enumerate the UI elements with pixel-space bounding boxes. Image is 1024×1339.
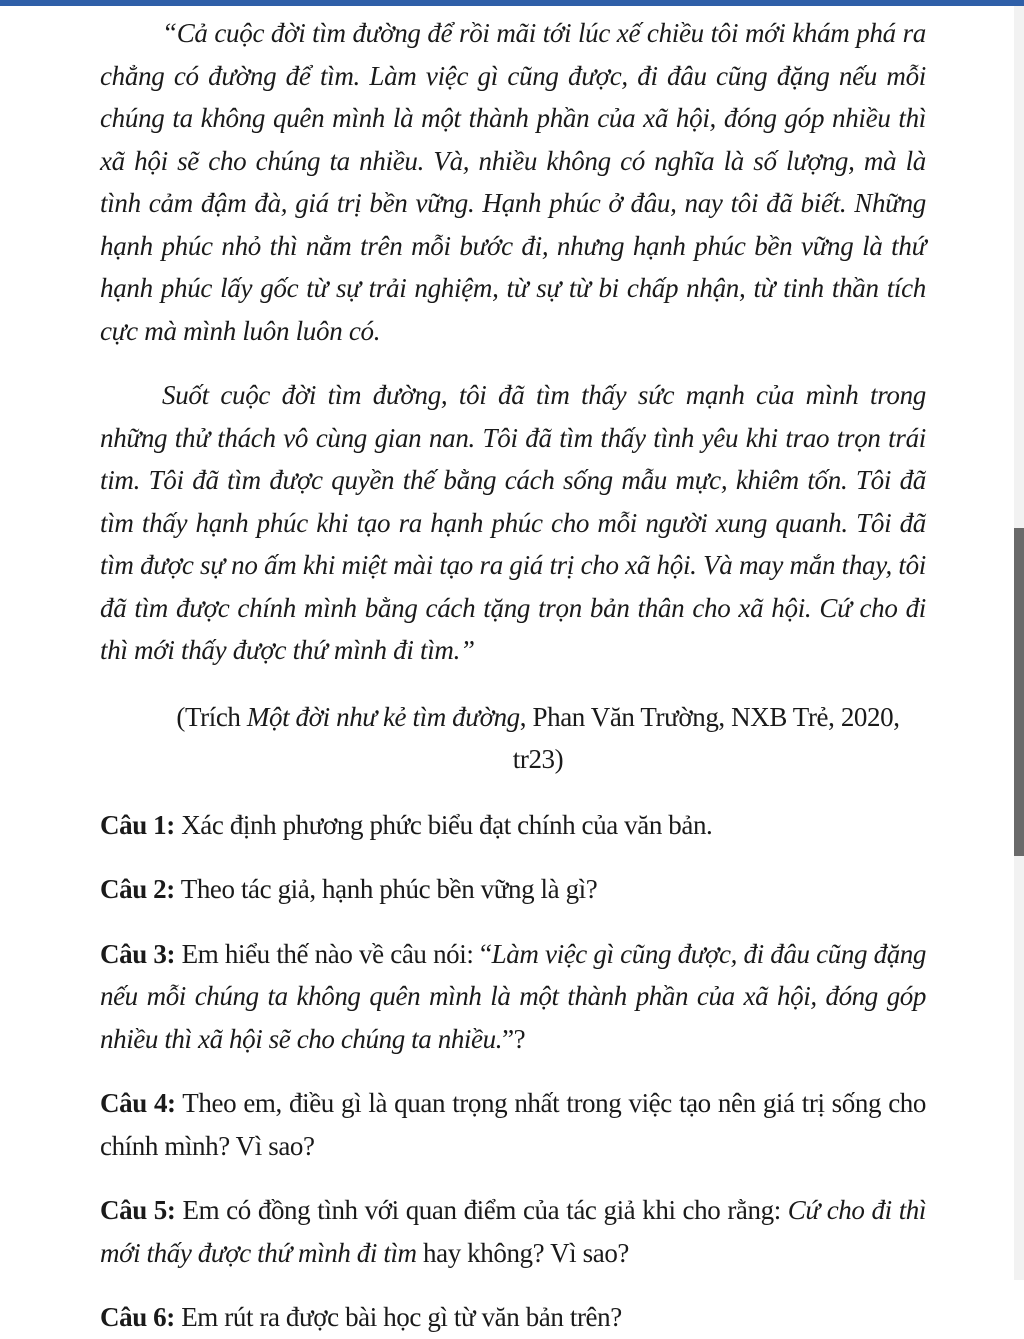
citation-suffix: , Phan Văn Trường, NXB Trẻ, 2020, tr23): [512, 701, 900, 774]
citation-prefix: (Trích: [176, 701, 247, 732]
question-4: [100, 1082, 926, 1167]
document-page: [100, 12, 926, 1339]
citation: [100, 696, 926, 780]
excerpt-paragraph-2: Suốt cuộc đời tìm đường, tôi đã tìm thấy sức mạnh của mình trong những thử thách vô cùng gian nan. Tôi đã tìm thấy tình yêu khi trao trọn trái tim. Tôi đã tìm được quyền thế bằng cách sống mẫu mực, khiêm tốn. Tôi đã tìm thấy hạnh phúc khi tạo ra hạnh phúc cho mỗi người xung quanh. Tôi đã tìm được sự no ấm khi miệt mài tạo ra giá trị cho xã hội. Và may mắn thay, tôi đã tìm được chính mình bằng cách tặng trọn bản thân cho xã hội. Cứ cho đi thì mới thấy được thứ mình đi tìm.”: [100, 380, 926, 665]
question-3-text-end: ”?: [502, 1023, 526, 1054]
question-5: [100, 1189, 926, 1274]
question-4-text: Theo em, điều gì là quan trọng nhất trong việc tạo nên giá trị sống cho chính mình? Vì sao?: [100, 1088, 927, 1161]
question-1-label: Câu 1:: [100, 809, 175, 840]
question-1: [100, 804, 926, 847]
question-5-text-end: hay không? Vì sao?: [416, 1237, 630, 1268]
question-2-text: Theo tác giả, hạnh phúc bền vững là gì?: [174, 874, 598, 904]
question-3-text: Em hiểu thế nào về câu nói: “: [175, 938, 492, 969]
question-6: [100, 1296, 926, 1339]
question-1-text: Xác định phương phức biểu đạt chính của văn bản.: [174, 809, 713, 840]
question-3: [100, 933, 926, 1061]
question-5-quote: Cứ cho đi thì mới thấy được thứ mình đi tìm: [100, 1195, 926, 1268]
question-6-label: Câu 6:: [100, 1302, 175, 1332]
question-5-text: Em có đồng tình với quan điểm của tác giả khi cho rằng:: [175, 1195, 788, 1225]
top-accent-bar: [0, 0, 1024, 6]
scrollbar-thumb[interactable]: [1014, 528, 1024, 856]
citation-book-title: Một đời như kẻ tìm đường: [246, 701, 520, 732]
question-6-text: Em rút ra được bài học gì từ văn bản trên?: [174, 1302, 622, 1332]
question-3-quote: Làm việc gì cũng được, đi đâu cũng đặng nếu mỗi chúng ta không quên mình là một thành phần của xã hội, đóng góp nhiều thì xã hội sẽ cho chúng ta nhiều.: [100, 938, 927, 1054]
excerpt-paragraph-1: “Cả cuộc đời tìm đường để rồi mãi tới lúc xế chiều tôi mới khám phá ra chẳng có đường để tìm. Làm việc gì cũng được, đi đâu cũng đặng nếu mỗi chúng ta không quên mình là một thành phần của xã hội, đóng góp nhiều thì xã hội sẽ cho chúng ta nhiều. Và, nhiều không có nghĩa là số lượng, mà là tình cảm đậm đà, giá trị bền vững. Hạnh phúc ở đâu, nay tôi đã biết. Những hạnh phúc nhỏ thì nằm trên mỗi bước đi, nhưng hạnh phúc bền vững là thứ hạnh phúc lấy gốc từ sự trải nghiệm, từ sự từ bi chấp nhận, từ tinh thần tích cực mà mình luôn luôn có.: [100, 18, 926, 346]
question-2: [100, 868, 926, 911]
question-5-label: Câu 5:: [100, 1195, 176, 1225]
question-3-label: Câu 3:: [100, 938, 176, 969]
question-2-label: Câu 2:: [100, 874, 175, 904]
question-4-label: Câu 4:: [100, 1088, 176, 1118]
